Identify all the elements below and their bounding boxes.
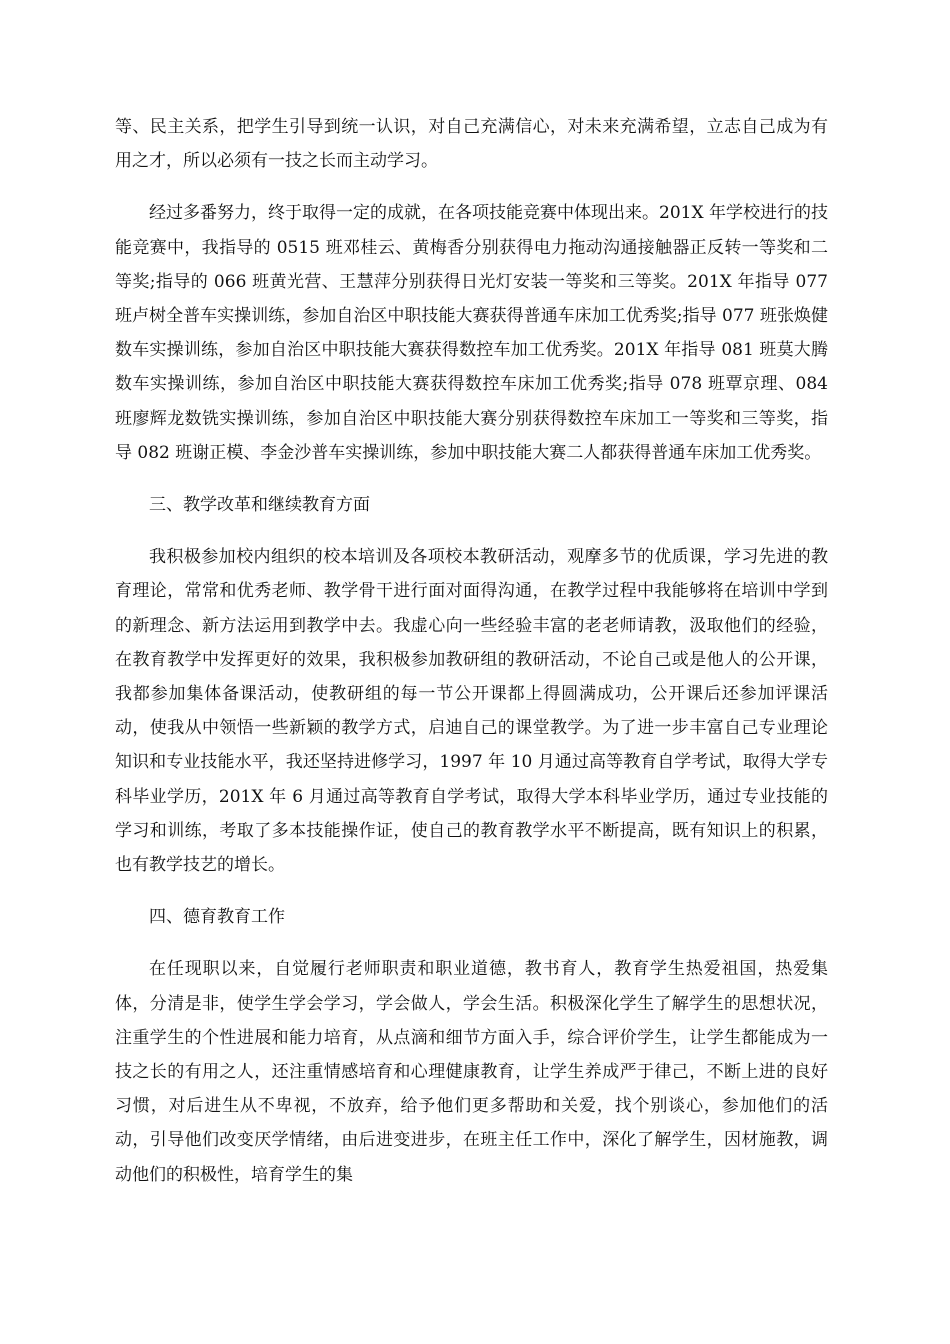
paragraph-achievements: 经过多番努力，终于取得一定的成就，在各项技能竞赛中体现出来。201X 年学校进行的技能竞赛中，我指导的 0515 班邓桂云、黄梅香分别获得电力拖动沟通接触器正反转一等奖和二等奖;指导的 066 班黄光营、王慧萍分别获得日光灯安装一等奖和三等奖。201X 年指导 077 班卢树全普车实操训练，参加自治区中职技能大赛获得普通车床加工优秀奖;指导 077 班张焕健数车实操训练，参加自治区中职技能大赛获得数控车加工优秀奖。201X 年指导 081 班莫大腾数车实操训练，参加自治区中职技能大赛获得数控车床加工优秀奖;指导 078 班覃京理、084 班廖辉龙数铣实操训练，参加自治区中职技能大赛分别获得数控车床加工一等奖和三等奖，指导 082 班谢正模、李金沙普车实操训练，参加中职技能大赛二人都获得普通车床加工优秀奖。 [115, 203, 828, 463]
section-heading-teaching-reform: 三、教学改革和继续教育方面 [149, 495, 370, 516]
document-page [115, 110, 828, 1192]
paragraph-continuation: 等、民主关系，把学生引导到统一认识，对自己充满信心，对未来充满希望，立志自己成为有用之才，所以必须有一技之长而主动学习。 [115, 117, 828, 172]
paragraph-moral-education: 在任现职以来，自觉履行老师职责和职业道德，教书育人，教育学生热爱祖国，热爱集体，分清是非，使学生学会学习，学会做人，学会生活。积极深化学生了解学生的思想状况，注重学生的个性进展和能力培育，从点滴和细节方面入手，综合评价学生，让学生都能成为一技之长的有用之人，还注重情感培育和心理健康教育，让学生养成严于律己，不断上进的良好习惯，对后进生从不卑视，不放弃，给予他们更多帮助和关爱，找个别谈心，参加他们的活动，引导他们改变厌学情绪，由后进变进步，在班主任工作中，深化了解学生，因材施教，调动他们的积极性，培育学生的集 [115, 959, 828, 1185]
section-heading-moral-education: 四、德育教育工作 [149, 907, 285, 928]
paragraph-teaching-reform: 我积极参加校内组织的校本培训及各项校本教研活动，观摩多节的优质课，学习先进的教育理论，常常和优秀老师、教学骨干进行面对面得沟通，在教学过程中我能够将在培训中学到的新理念、新方法运用到教学中去。我虚心向一些经验丰富的老老师请教，汲取他们的经验，在教育教学中发挥更好的效果，我积极参加教研组的教研活动，不论自己或是他人的公开课，我都参加集体备课活动，使教研组的每一节公开课都上得圆满成功，公开课后还参加评课活动，使我从中领悟一些新颖的教学方式，启迪自己的课堂教学。为了进一步丰富自己专业理论知识和专业技能水平，我还坚持进修学习，1997 年 10 月通过高等教育自学考试，取得大学专科毕业学历，201X 年 6 月通过高等教育自学考试，取得大学本科毕业学历，通过专业技能的学习和训练，考取了多本技能操作证，使自己的教育教学水平不断提高，既有知识上的积累，也有教学技艺的增长。 [115, 547, 828, 876]
